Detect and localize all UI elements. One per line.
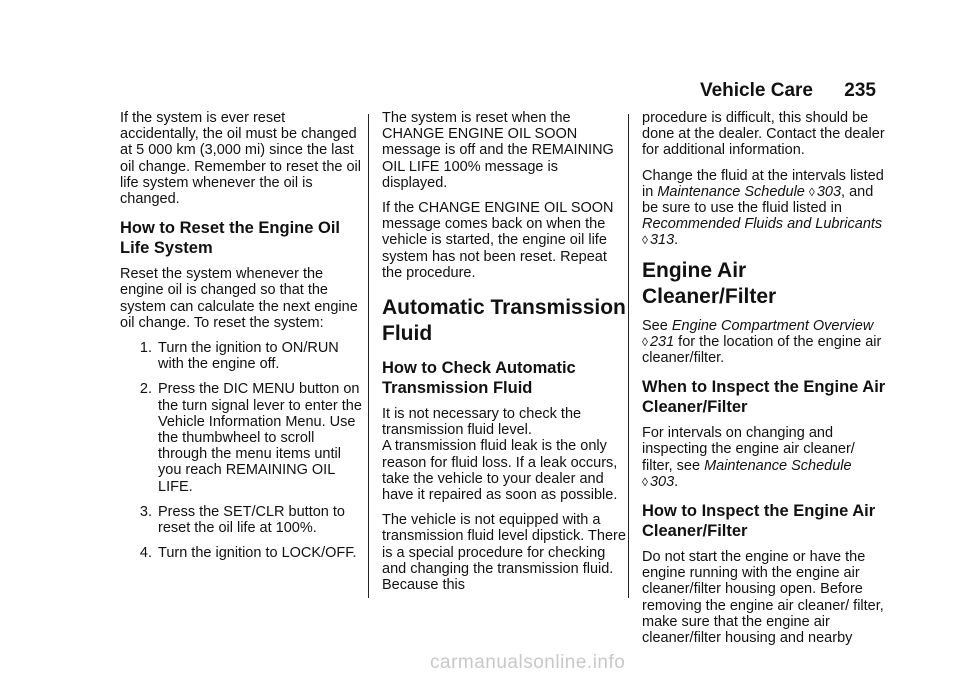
cross-reference-link[interactable]: Engine Compartment Overview	[671, 317, 874, 334]
paragraph: Reset the system whenever the engine oil is changed so that the system can calculate the next engine oil change. To reset the system:	[120, 266, 358, 331]
page-ref-icon: ◊	[642, 334, 648, 349]
step-number: 4.	[139, 545, 152, 562]
column-divider-1	[368, 114, 369, 598]
paragraph: If the system is ever reset accidentally, the oil must be changed at 5 000 km (3,000 mi) since the last oil change. Remember to reset the oil life system whenever the oil is changed.	[120, 110, 361, 208]
text: See	[642, 317, 672, 334]
text: For intervals on changing and inspecting the engine air cleaner/ filter, see	[642, 425, 855, 474]
cross-reference-link[interactable]: Maintenance Schedule	[657, 183, 805, 200]
paragraph: Do not start the engine or have the engine running with the engine air cleaner/filter housing open. Before removing the engine air cleaner/ filter, make sure that the engine air cleaner/filter housing and nearby	[642, 549, 884, 647]
step-text: Turn the ignition to ON/RUN with the engine off.	[158, 340, 339, 373]
step-text: Press the DIC MENU button on the turn signal lever to enter the Vehicle Information Menu. Use the thumbwheel to scroll through the menu items until you reach REMAINING OIL LIFE.	[158, 381, 362, 495]
heading-reset-oil-life: How to Reset the Engine Oil Life System	[120, 219, 341, 257]
paragraph	[642, 318, 886, 367]
page-header	[700, 80, 876, 102]
text: for the location of the engine air cleaner/filter.	[642, 333, 882, 367]
section-title: Vehicle Care	[699, 80, 814, 101]
paragraph: It is not necessary to check the transmission fluid level.	[382, 406, 582, 439]
column-3	[642, 110, 886, 655]
text: .	[674, 232, 679, 249]
step-text: Press the SET/CLR button to reset the oil life at 100%.	[158, 503, 345, 537]
paragraph: procedure is difficult, this should be done at the dealer. Contact the dealer for additional information.	[642, 110, 885, 159]
list-item	[120, 381, 364, 494]
step-number: 2.	[139, 381, 152, 398]
heading-check-transmission-fluid: How to Check Automatic Transmission Fluid	[382, 359, 576, 397]
paragraph: If the CHANGE ENGINE OIL SOON message comes back on when the vehicle is started, the engine oil life system has not been reset. Repeat the procedure.	[382, 200, 614, 281]
paragraph	[642, 425, 886, 490]
cross-reference-link[interactable]: Maintenance Schedule	[704, 457, 852, 474]
step-text: Turn the ignition to LOCK/OFF.	[158, 545, 357, 562]
paragraph	[642, 168, 886, 249]
list-item	[120, 340, 364, 372]
paragraph: A transmission fluid leak is the only reason for fluid loss. If a leak occurs, take the vehicle to your dealer and have it repaired as soon as possible.	[382, 438, 618, 504]
text: , and be sure to use the fluid listed in	[642, 183, 874, 217]
column-divider-2	[628, 114, 629, 598]
page-reference[interactable]: 313	[649, 232, 675, 249]
heading-engine-air-cleaner: Engine Air Cleaner/Filter	[642, 258, 777, 308]
page-reference[interactable]: 303	[816, 183, 842, 200]
page-reference[interactable]: 231	[649, 333, 675, 350]
step-number: 1.	[139, 340, 152, 357]
page-ref-icon: ◊	[808, 184, 815, 199]
list-item	[120, 504, 364, 536]
page-reference[interactable]: 303	[649, 473, 675, 490]
column-2	[382, 110, 626, 602]
text: Change the fluid at the intervals listed in	[642, 167, 884, 200]
cross-reference-link[interactable]: Recommended Fluids and Lubricants	[642, 216, 883, 233]
list-item	[120, 545, 364, 561]
text: .	[674, 473, 679, 490]
page-number: 235	[844, 80, 876, 101]
heading-automatic-transmission-fluid: Automatic Transmission Fluid	[382, 296, 626, 346]
step-number: 3.	[139, 503, 152, 520]
page-ref-icon: ◊	[642, 233, 648, 248]
heading-how-to-inspect: How to Inspect the Engine Air Cleaner/Filter	[642, 502, 876, 540]
paragraph: The system is reset when the CHANGE ENGINE OIL SOON message is off and the REMAINING OIL LIFE 100% message is displayed.	[382, 110, 614, 191]
paragraph: The vehicle is not equipped with a transmission fluid level dipstick. There is a special procedure for checking and changing the transmission fluid. Because this	[382, 512, 626, 594]
heading-when-to-inspect: When to Inspect the Engine Air Cleaner/Filter	[642, 378, 886, 416]
watermark: carmanualsonline.info	[430, 652, 626, 673]
column-1	[120, 110, 364, 570]
steps-list	[120, 340, 364, 561]
page-ref-icon: ◊	[642, 474, 648, 489]
